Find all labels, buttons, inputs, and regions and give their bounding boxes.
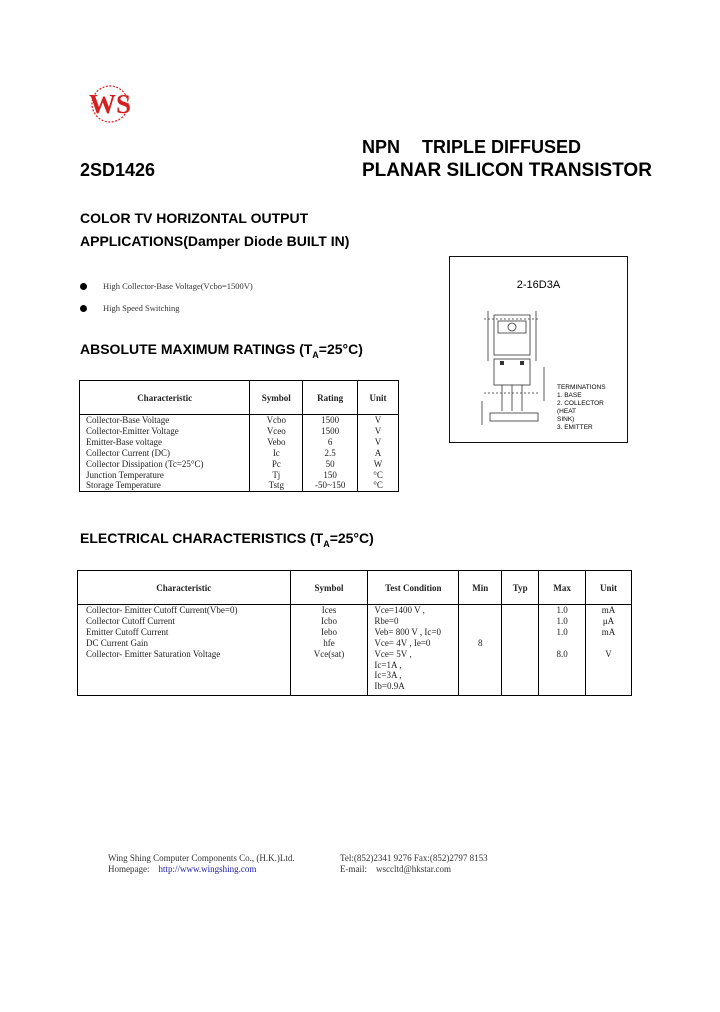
package-outline-box xyxy=(449,256,628,443)
bullet-icon xyxy=(80,283,87,290)
table-row: Storage Temperature Tstg -50~150 °C xyxy=(80,480,399,491)
table-header-row xyxy=(78,571,632,605)
feature-item: High Collector-Base Voltage(Vcbo=1500V) xyxy=(80,281,253,291)
column-header: Characteristic xyxy=(78,571,291,605)
application-line-2: APPLICATIONS(Damper Diode BUILT IN) xyxy=(80,233,350,249)
npn-label: NPN xyxy=(362,137,401,157)
column-header: Unit xyxy=(358,381,399,415)
column-header: Max xyxy=(539,571,586,605)
column-header: Typ xyxy=(502,571,539,605)
application-line-1: COLOR TV HORIZONTAL OUTPUT xyxy=(80,210,309,226)
table-row: Junction Temperature Tj 150 °C xyxy=(80,470,399,481)
electrical-characteristics-table xyxy=(77,570,632,696)
table-row: Ic=3A , xyxy=(78,670,632,681)
terminal-list: TERMINATIONS 1. BASE 2. COLLECTOR (HEAT SINK) 3. EMITTER xyxy=(557,384,606,431)
absolute-max-ratings-title: ABSOLUTE MAXIMUM RATINGS $(T_A=25^\circ C)$ xyxy=(80,341,363,360)
footer-email: E-mail: wsccltd@hkstar.com xyxy=(340,864,452,874)
footer-company: Wing Shing Computer Components Co., (H.K.)Ltd. xyxy=(108,853,295,863)
table-row: Ic=1A , xyxy=(78,660,632,671)
absolute-max-ratings-table xyxy=(79,380,399,492)
table-row: Collector Dissipation (Tc=25°C) Pc 50 W xyxy=(80,459,399,470)
part-number: 2SD1426 xyxy=(80,160,156,180)
feature-item: High Speed Switching xyxy=(80,303,180,313)
column-header: Characteristic xyxy=(80,381,250,415)
column-header: Test Condition xyxy=(368,571,459,605)
transistor-type-heading xyxy=(362,137,581,158)
table-row: Collector- Emitter Saturation Voltage Vce(sat) Vce= 5V , 8.0 V xyxy=(78,649,632,660)
homepage-link[interactable]: http://www.wingshing.com xyxy=(158,864,257,874)
table-row: Emitter Cutoff Current Iebo Veb= 800 V , Ic=0 1.0 mA xyxy=(78,627,632,638)
package-label: 2-16D3A xyxy=(516,279,561,291)
table-row: Emitter-Base voltage Vebo 6 V xyxy=(80,437,399,448)
triple-diffused-label: TRIPLE DIFFUSED xyxy=(422,137,582,157)
planar-heading: PLANAR SILICON TRANSISTOR xyxy=(362,160,652,181)
email-link[interactable]: wsccltd@hkstar.com xyxy=(376,864,452,874)
column-header: Symbol xyxy=(290,571,368,605)
table-header-row xyxy=(80,381,399,415)
column-header: Symbol xyxy=(250,381,303,415)
table-row: Collector-Base Voltage Vcbo 1500 V xyxy=(80,415,399,426)
table-row: Collector Current (DC) Ic 2.5 A xyxy=(80,448,399,459)
footer-homepage: Homepage: http://www.wingshing.com xyxy=(108,864,257,874)
company-logo xyxy=(80,84,140,124)
package-drawing-icon xyxy=(480,301,550,431)
table-row: Ib=0.9A xyxy=(78,681,632,696)
table-row: Collector- Emitter Cutoff Current(Vbe=0) Ices Vce=1400 V , 1.0 mA xyxy=(78,605,632,616)
logo-text: WS xyxy=(88,89,132,119)
column-header: Min xyxy=(459,571,502,605)
table-row: Collector Cutoff Current Icbo Rbe=0 1.0 μA xyxy=(78,616,632,627)
electrical-characteristics-title: ELECTRICAL CHARACTERISTICS $(T_A=25^\circ C)$ xyxy=(80,530,374,549)
footer-tel-fax: Tel:(852)2341 9276 Fax:(852)2797 8153 xyxy=(340,853,488,863)
table-row: Collector-Emitter Voltage Vceo 1500 V xyxy=(80,426,399,437)
column-header: Rating xyxy=(303,381,358,415)
column-header: Unit xyxy=(586,571,632,605)
bullet-icon xyxy=(80,305,87,312)
table-row: DC Current Gain hfe Vce= 4V , Ie=0 8 xyxy=(78,638,632,649)
